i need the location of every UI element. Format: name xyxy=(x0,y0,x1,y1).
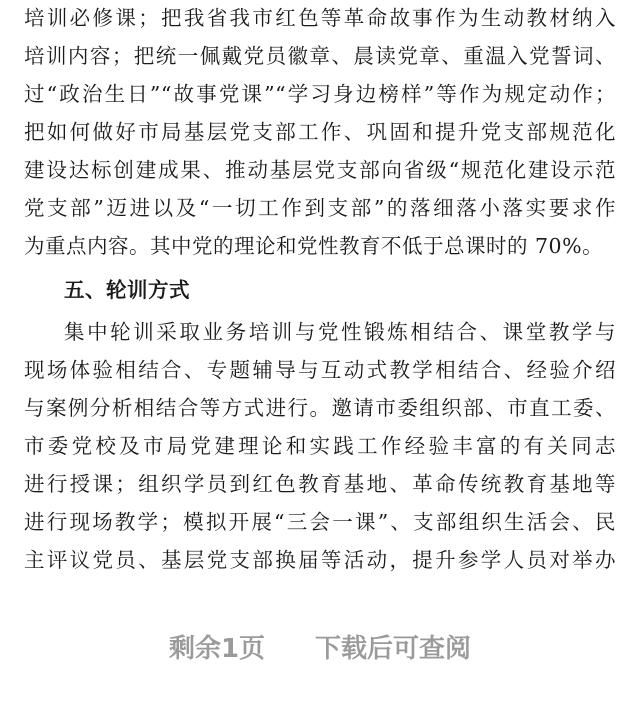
download-to-view-link[interactable]: 下载后可查阅 xyxy=(315,633,472,664)
text-line: 培训内容；把统一佩戴党员徽章、晨读党章、重温入党誓词、 xyxy=(24,44,616,68)
remaining-pages-label[interactable]: 剩余1页 xyxy=(168,633,266,664)
text-line: 现场体验相结合、专题辅导与互动式教学相结合、经验介绍 xyxy=(24,358,616,382)
text-line: 培训必修课；把我省我市红色等革命故事作为生动教材纳入 xyxy=(24,6,616,30)
download-prompt xyxy=(0,626,640,666)
text-line: 主评议党员、基层党支部换届等活动，提升参学人员对举办 xyxy=(24,548,616,572)
text-line: 把如何做好市局基层党支部工作、巩固和提升党支部规范化 xyxy=(24,120,616,144)
text-line: 进行授课；组织学员到红色教育基地、革命传统教育基地等 xyxy=(24,472,616,496)
text-line: 过“政治生日”“故事党课”“学习身边榜样”等作为规定动作； xyxy=(24,82,616,106)
section-heading: 五、轮训方式 xyxy=(64,278,190,302)
text-line: 与案例分析相结合等方式进行。邀请市委组织部、市直工委、 xyxy=(24,396,616,420)
text-line: 为重点内容。其中党的理论和党性教育不低于总课时的 70%。 xyxy=(24,234,604,258)
text-line: 建设达标创建成果、推动基层党支部向省级“规范化建设示范 xyxy=(24,158,616,182)
text-line: 党支部”迈进以及“一切工作到支部”的落细落小落实要求作 xyxy=(24,196,616,220)
text-line: 集中轮训采取业务培训与党性锻炼相结合、课堂教学与 xyxy=(64,320,616,344)
text-line: 进行现场教学；模拟开展“三会一课”、支部组织生活会、民 xyxy=(24,510,616,534)
text-line: 市委党校及市局党建理论和实践工作经验丰富的有关同志 xyxy=(24,434,616,458)
